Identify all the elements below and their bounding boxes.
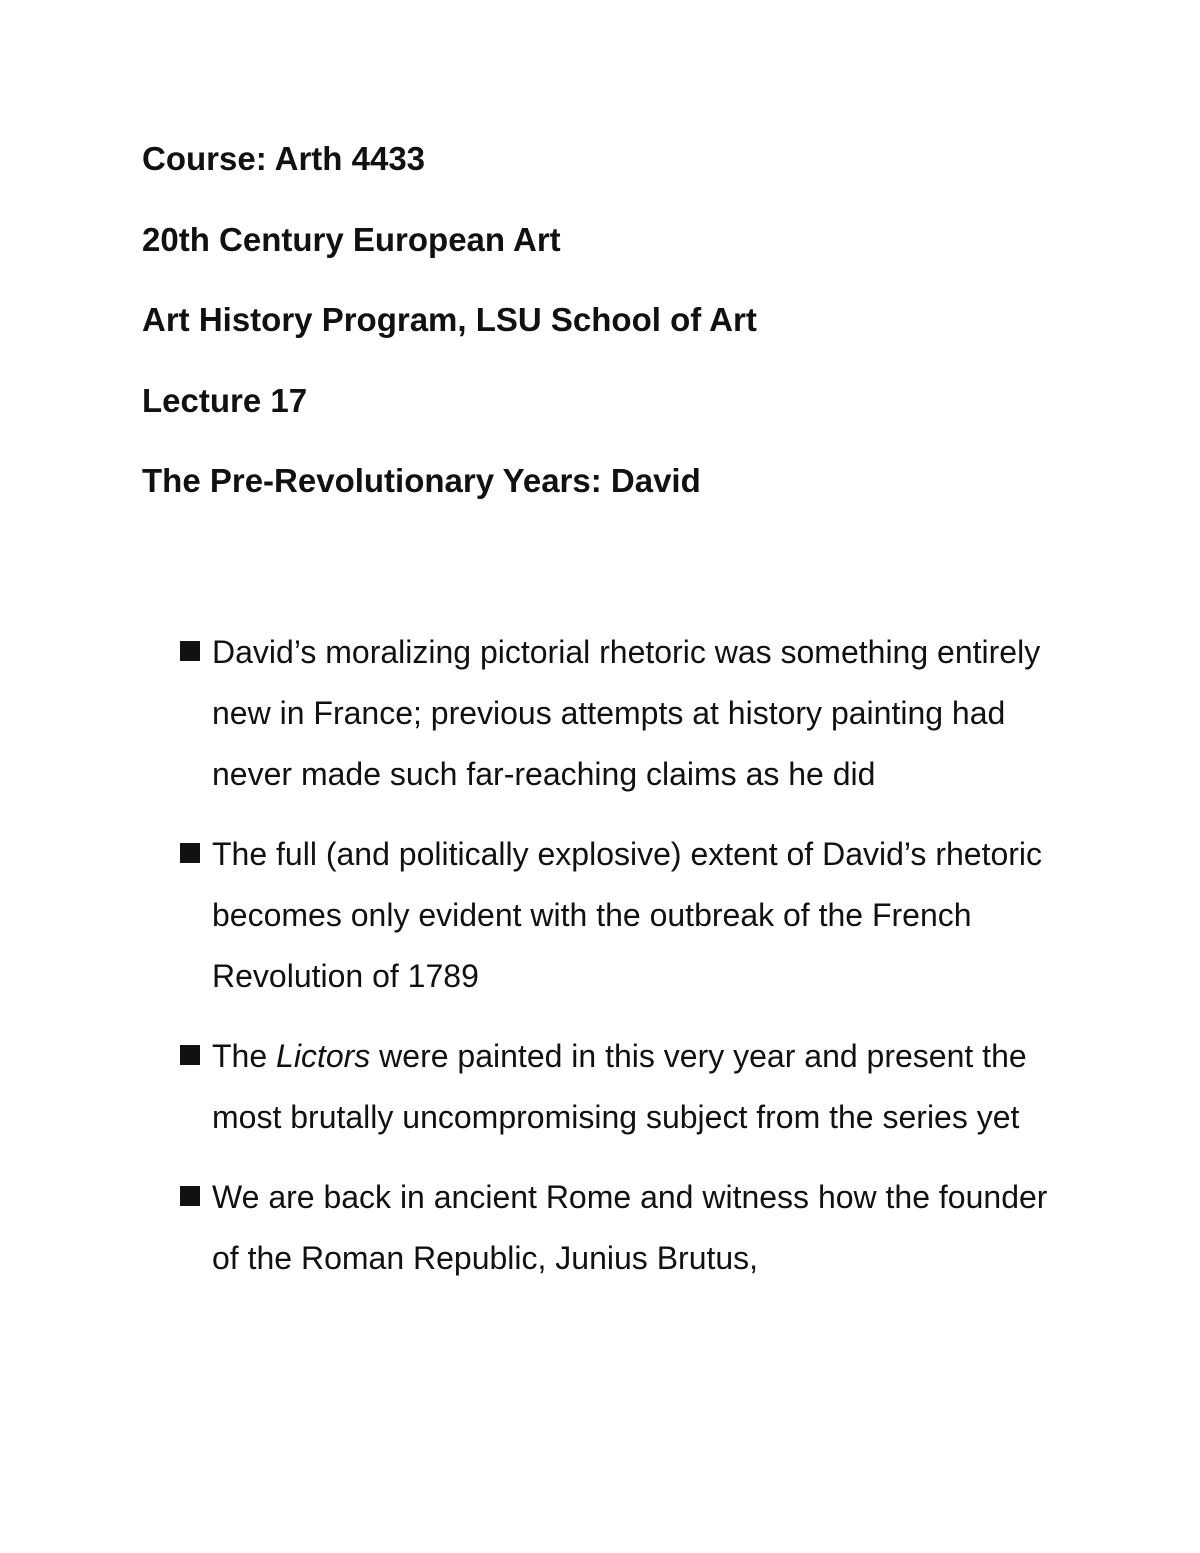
lecture-header [142, 139, 1102, 542]
program-name: Art History Program, LSU School of Art [142, 301, 757, 338]
bullet-text: The full (and politically explosive) extent of David’s rhetoric becomes only evident with the outbreak of the French Revolution of 1789 [212, 836, 1043, 994]
square-bullet-icon [180, 843, 200, 863]
lecture-number: Lecture 17 [142, 381, 308, 419]
artwork-title: Lictors [276, 1038, 371, 1074]
lecture-topic: The Pre-Revolutionary Years: David [142, 462, 701, 499]
square-bullet-icon [180, 1045, 200, 1065]
bullet-text: We are back in ancient Rome and witness how the founder of the Roman Republic, Junius Brutus, [212, 1179, 1048, 1276]
bullet-text: David’s moralizing pictorial rhetoric was something entirely new in France; previous attempts at history painting had never made such far-reaching claims as he did [212, 634, 1041, 792]
list-item [178, 824, 1078, 1007]
course-code: Course: Arth 4433 [142, 140, 426, 177]
list-item [178, 1167, 1078, 1289]
square-bullet-icon [180, 1186, 200, 1206]
square-bullet-icon [180, 641, 200, 661]
bullet-text-start: The [212, 1038, 277, 1074]
list-item [178, 622, 1078, 805]
list-item [178, 1026, 1078, 1148]
bullet-text [212, 1026, 1078, 1148]
course-title: 20th Century European Art [142, 220, 561, 258]
bullet-list [178, 622, 1078, 1308]
bullet-text-end: were painted in this very year and present the most brutally uncompromising subject from the series yet [212, 1038, 1027, 1135]
